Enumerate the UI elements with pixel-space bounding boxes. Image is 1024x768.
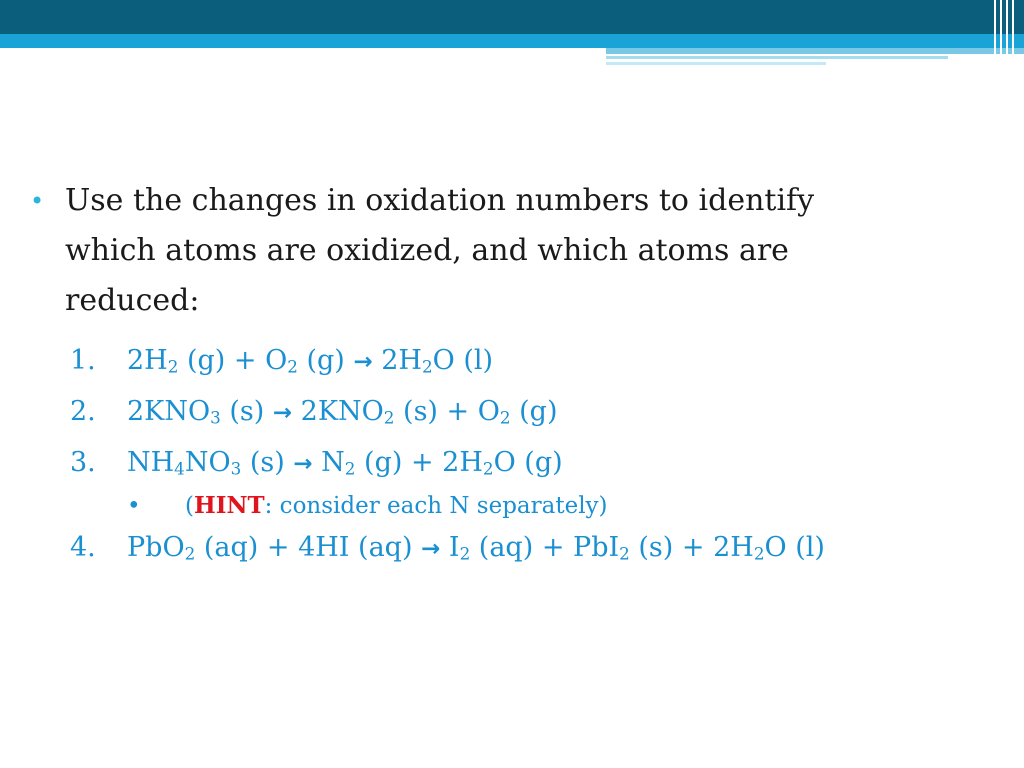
reaction-arrow-icon: → xyxy=(293,451,313,477)
subscript: 2 xyxy=(753,543,765,564)
equation-segment: (g) + O xyxy=(178,345,288,376)
equation-segment: (aq) + 4HI (aq) xyxy=(195,532,422,563)
slide-content xyxy=(30,176,1000,574)
equation-segment: (s) + O xyxy=(394,396,500,427)
intro-line-3: reduced: xyxy=(65,283,200,318)
equation-text xyxy=(127,396,557,427)
equation-segment: (s) xyxy=(241,447,294,478)
equation-segment: (aq) + PbI xyxy=(470,532,620,563)
equation-number: 2. xyxy=(70,396,96,427)
equation-segment: (g) + 2H xyxy=(355,447,483,478)
equation-segment: N xyxy=(312,447,345,478)
subscript: 3 xyxy=(210,407,221,428)
hint-keyword: HINT xyxy=(193,492,265,519)
intro-line-1: Use the changes in oxidation numbers to identify xyxy=(65,183,815,218)
reaction-arrow-icon: → xyxy=(272,400,293,426)
equation-text xyxy=(127,532,825,563)
equation-text xyxy=(127,345,493,376)
header-stripe-3 xyxy=(606,62,826,65)
header-decoration xyxy=(0,0,1024,70)
equation-segment: 2KNO xyxy=(127,396,211,427)
subscript: 2 xyxy=(344,458,356,479)
hint-text: : consider each N separately) xyxy=(264,493,608,519)
equation-number: 3. xyxy=(70,447,96,478)
subscript: 2 xyxy=(499,407,511,428)
header-vline-1 xyxy=(994,0,996,70)
subscript: 2 xyxy=(619,543,630,564)
hint-open-paren: ( xyxy=(185,493,194,519)
equation-item xyxy=(30,387,1000,438)
header-stripe-1 xyxy=(606,48,1024,54)
equation-segment: O (l) xyxy=(432,345,494,376)
equation-segment: 2H xyxy=(372,345,422,376)
equation-text xyxy=(127,447,563,478)
equation-item xyxy=(30,523,1000,574)
subscript: 2 xyxy=(167,356,179,377)
subscript: 2 xyxy=(421,356,433,377)
header-band-mid xyxy=(0,34,1024,48)
reaction-arrow-icon: → xyxy=(421,536,441,562)
sub-bullet-icon: • xyxy=(127,493,141,519)
equation-segment: PbO xyxy=(127,532,185,563)
equation-list xyxy=(30,336,1000,574)
equation-segment: (g) xyxy=(297,345,354,376)
equation-item xyxy=(30,336,1000,387)
hint-item xyxy=(30,489,1000,523)
subscript: 2 xyxy=(383,407,395,428)
subscript: 2 xyxy=(184,543,196,564)
subscript: 3 xyxy=(230,458,242,479)
header-vline-3 xyxy=(1006,0,1008,70)
subscript: 2 xyxy=(482,458,494,479)
equation-segment: NO xyxy=(184,447,231,478)
equation-segment: 2H xyxy=(127,345,168,376)
equation-segment: 2KNO xyxy=(292,396,384,427)
header-vline-2 xyxy=(1000,0,1002,70)
equation-segment: (s) xyxy=(220,396,273,427)
header-stripe-2 xyxy=(606,56,948,59)
subscript: 2 xyxy=(287,356,298,377)
equation-segment: (s) + 2H xyxy=(629,532,754,563)
intro-bullet xyxy=(30,176,1000,326)
equation-number: 1. xyxy=(70,345,96,376)
equation-segment: NH xyxy=(127,447,175,478)
reaction-arrow-icon: → xyxy=(353,349,373,375)
equation-number: 4. xyxy=(70,532,96,563)
subscript: 2 xyxy=(459,543,471,564)
header-vline-4 xyxy=(1012,0,1014,70)
equation-segment: O (l) xyxy=(764,532,825,563)
subscript: 4 xyxy=(174,458,185,479)
intro-line-2: which atoms are oxidized, and which atoms are xyxy=(65,233,789,268)
equation-segment: O (g) xyxy=(493,447,563,478)
equation-item xyxy=(30,438,1000,489)
equation-segment: I xyxy=(440,532,460,563)
header-band-dark xyxy=(0,0,1024,34)
equation-segment: (g) xyxy=(510,396,558,427)
bullet-icon: • xyxy=(30,187,45,215)
